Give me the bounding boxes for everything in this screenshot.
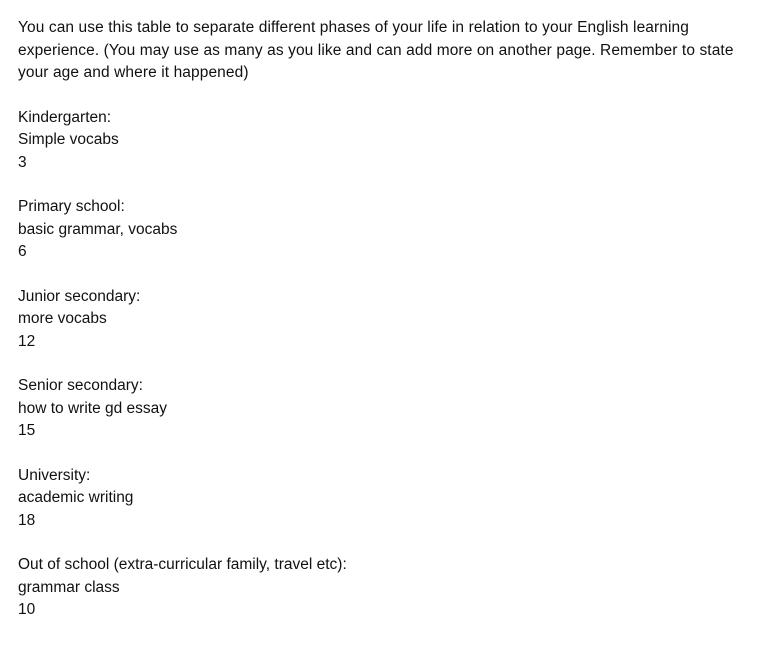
phase-heading: Out of school (extra-curricular family, travel etc): [18, 556, 347, 573]
phase-content: Simple vocabs [18, 131, 119, 148]
phase-heading: Kindergarten: [18, 108, 112, 126]
phase-university [18, 465, 753, 533]
document-body [18, 17, 753, 622]
phase-age: 18 [18, 511, 36, 529]
phase-heading: Senior secondary: [18, 377, 143, 394]
phase-age: 6 [18, 243, 27, 260]
phase-content: more vocabs [18, 310, 107, 327]
phase-content: basic grammar, vocabs [18, 220, 178, 238]
phase-content: grammar class [18, 578, 120, 596]
phase-heading: University: [18, 466, 91, 484]
phases-list [18, 107, 753, 622]
phase-age: 12 [18, 332, 36, 350]
phase-age: 3 [18, 153, 27, 171]
phase-out-of-school [18, 554, 753, 622]
phase-primary-school [18, 196, 753, 264]
phase-age: 15 [18, 422, 36, 439]
phase-content: academic writing [18, 489, 134, 506]
phase-content: how to write gd essay [18, 399, 168, 417]
phase-age: 10 [18, 601, 36, 618]
phase-junior-secondary [18, 286, 753, 354]
phase-senior-secondary [18, 375, 753, 443]
instructions-paragraph: You can use this table to separate different phases of your life in relation to your English learning experience. (You may use as many as you like and can add more on another page. Remember to state your age and where it happened) [18, 19, 734, 81]
phase-heading: Junior secondary: [18, 287, 141, 305]
phase-kindergarten [18, 107, 753, 175]
phase-heading: Primary school: [18, 198, 125, 215]
